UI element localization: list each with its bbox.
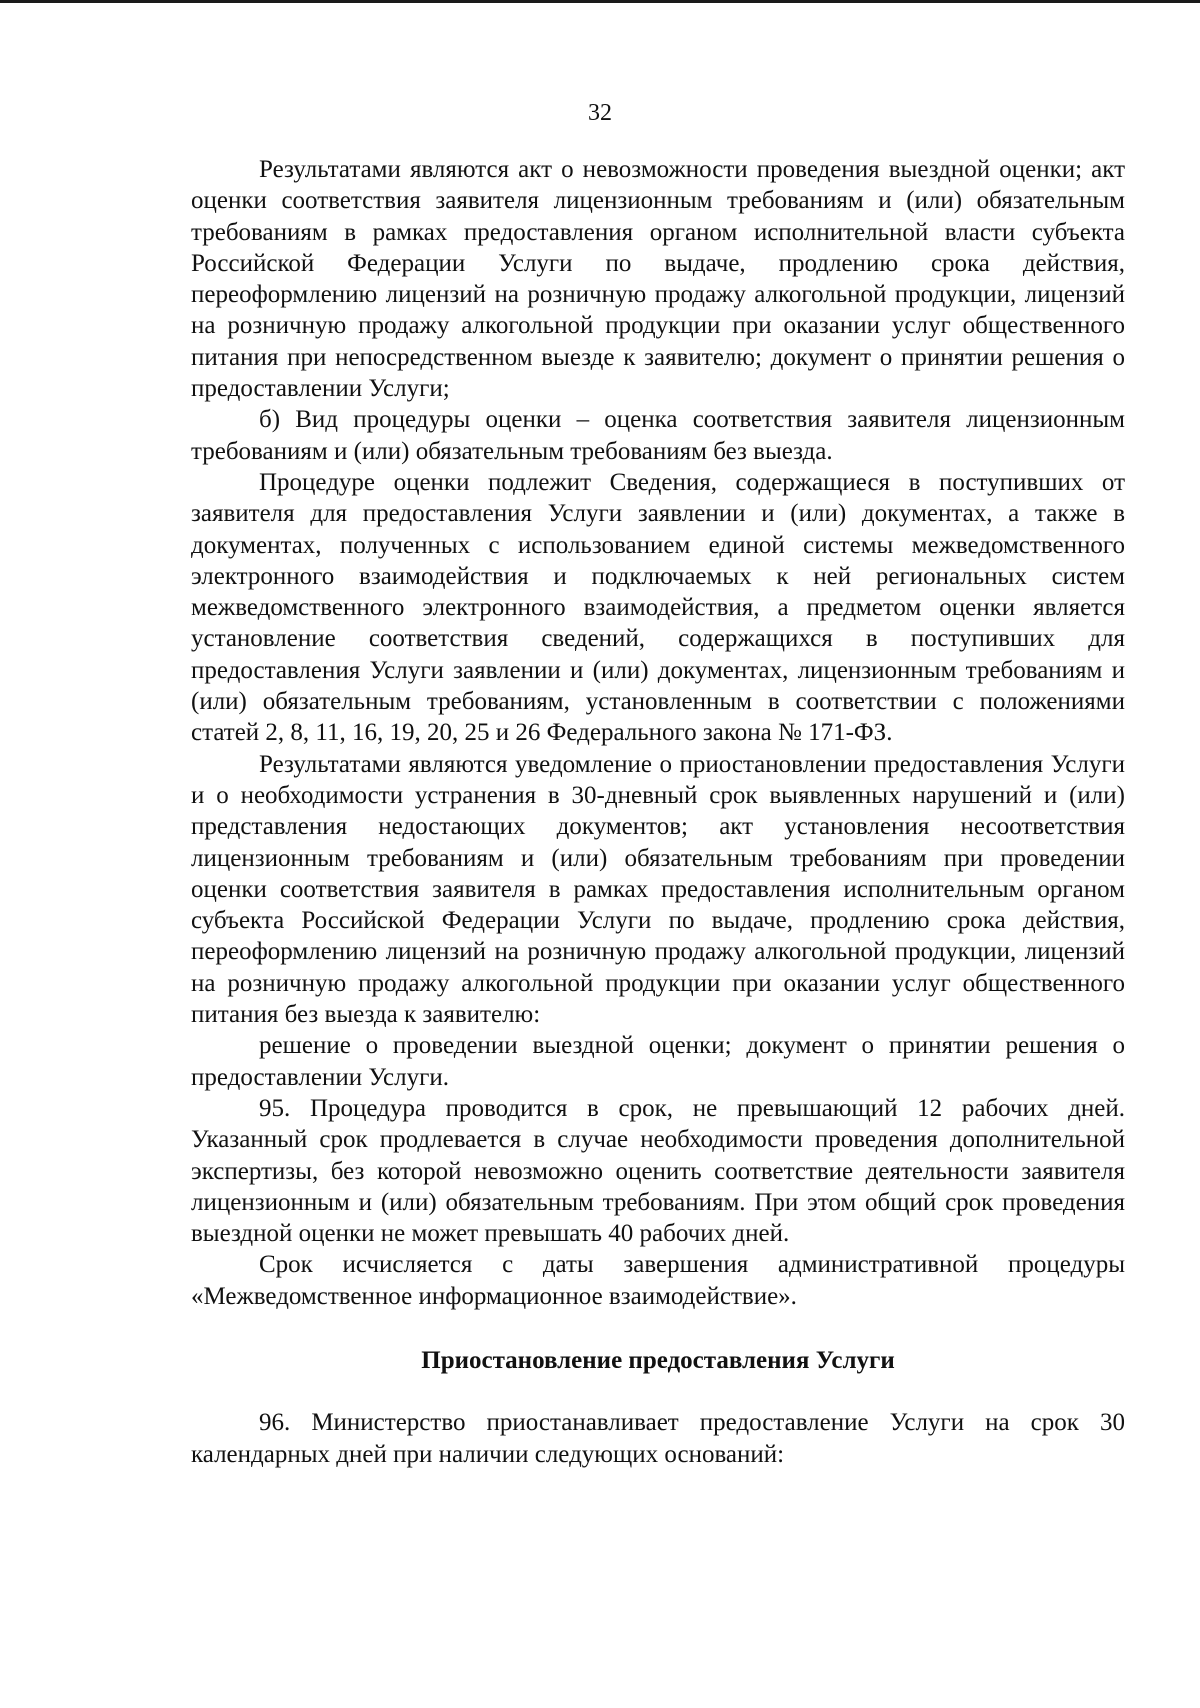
paragraph: Результатами являются акт о невозможности проведения выездной оценки; акт оценки соответствия заявителя лицензионным требованиям и (или) обязательным требованиям в рамках предоставления органом исполнительной власти субъекта Российской Федерации Услуги по выдаче, продлению срока действия, переоформлению лицензий на розничную продажу алкогольной продукции, лицензий на розничную продажу алкогольной продукции при оказании услуг общественного питания при непосредственном выезде к заявителю; документ о принятии решения о предоставлении Услуги; [191, 156, 1125, 403]
scan-top-border [0, 0, 1200, 3]
page-number: 32 [588, 100, 612, 126]
paragraph: решение о проведении выездной оценки; документ о принятии решения о предоставлении Услуги. [191, 1032, 1125, 1091]
paragraph: 95. Процедура проводится в срок, не превышающий 12 рабочих дней. Указанный срок продлевается в случае необходимости проведения дополнительной экспертизы, без которой невозможно оценить соответствие деятельности заявителя лицензионным и (или) обязательным требованиям. При этом общий срок проведения выездной оценки не может превышать 40 рабочих дней. [191, 1094, 1125, 1248]
paragraph: б) Вид процедуры оценки – оценка соответствия заявителя лицензионным требованиям и (или) обязательным требованиям без выезда. [191, 406, 1125, 465]
document-body [191, 154, 1125, 1470]
paragraph: Результатами являются уведомление о приостановлении предоставления Услуги и о необходимости устранения в 30-дневный срок выявленных нарушений и (или) представления недостающих документов; акт установления несоответствия лицензионным требованиям и (или) обязательным требованиям при проведении оценки соответствия заявителя в рамках предоставления исполнительным органом субъекта Российской Федерации Услуги по выдаче, продлению срока действия, переоформлению лицензий на розничную продажу алкогольной продукции, лицензий на розничную продажу алкогольной продукции при оказании услуг общественного питания без выезда к заявителю: [191, 750, 1125, 1029]
paragraph: Процедуре оценки подлежит Сведения, содержащиеся в поступивших от заявителя для предоставления Услуги заявлении и (или) документах, а также в документах, полученных с использованием единой системы межведомственного электронного взаимодействия и подключаемых к ней региональных систем межведомственного электронного взаимодействия, а предметом оценки является установление соответствия сведений, содержащихся в поступивших для предоставления Услуги заявлении и (или) документах, лицензионным требованиям и (или) обязательным требованиям, установленным в соответствии с положениями статей 2, 8, 11, 16, 19, 20, 25 и 26 Федерального закона № 171-ФЗ. [191, 468, 1125, 747]
paragraph: 96. Министерство приостанавливает предоставление Услуги на срок 30 календарных дней при наличии следующих оснований: [191, 1409, 1125, 1468]
paragraph: Срок исчисляется с даты завершения административной процедуры «Межведомственное информационное взаимодействие». [191, 1251, 1125, 1310]
section-heading: Приостановление предоставления Услуги [421, 1346, 895, 1374]
